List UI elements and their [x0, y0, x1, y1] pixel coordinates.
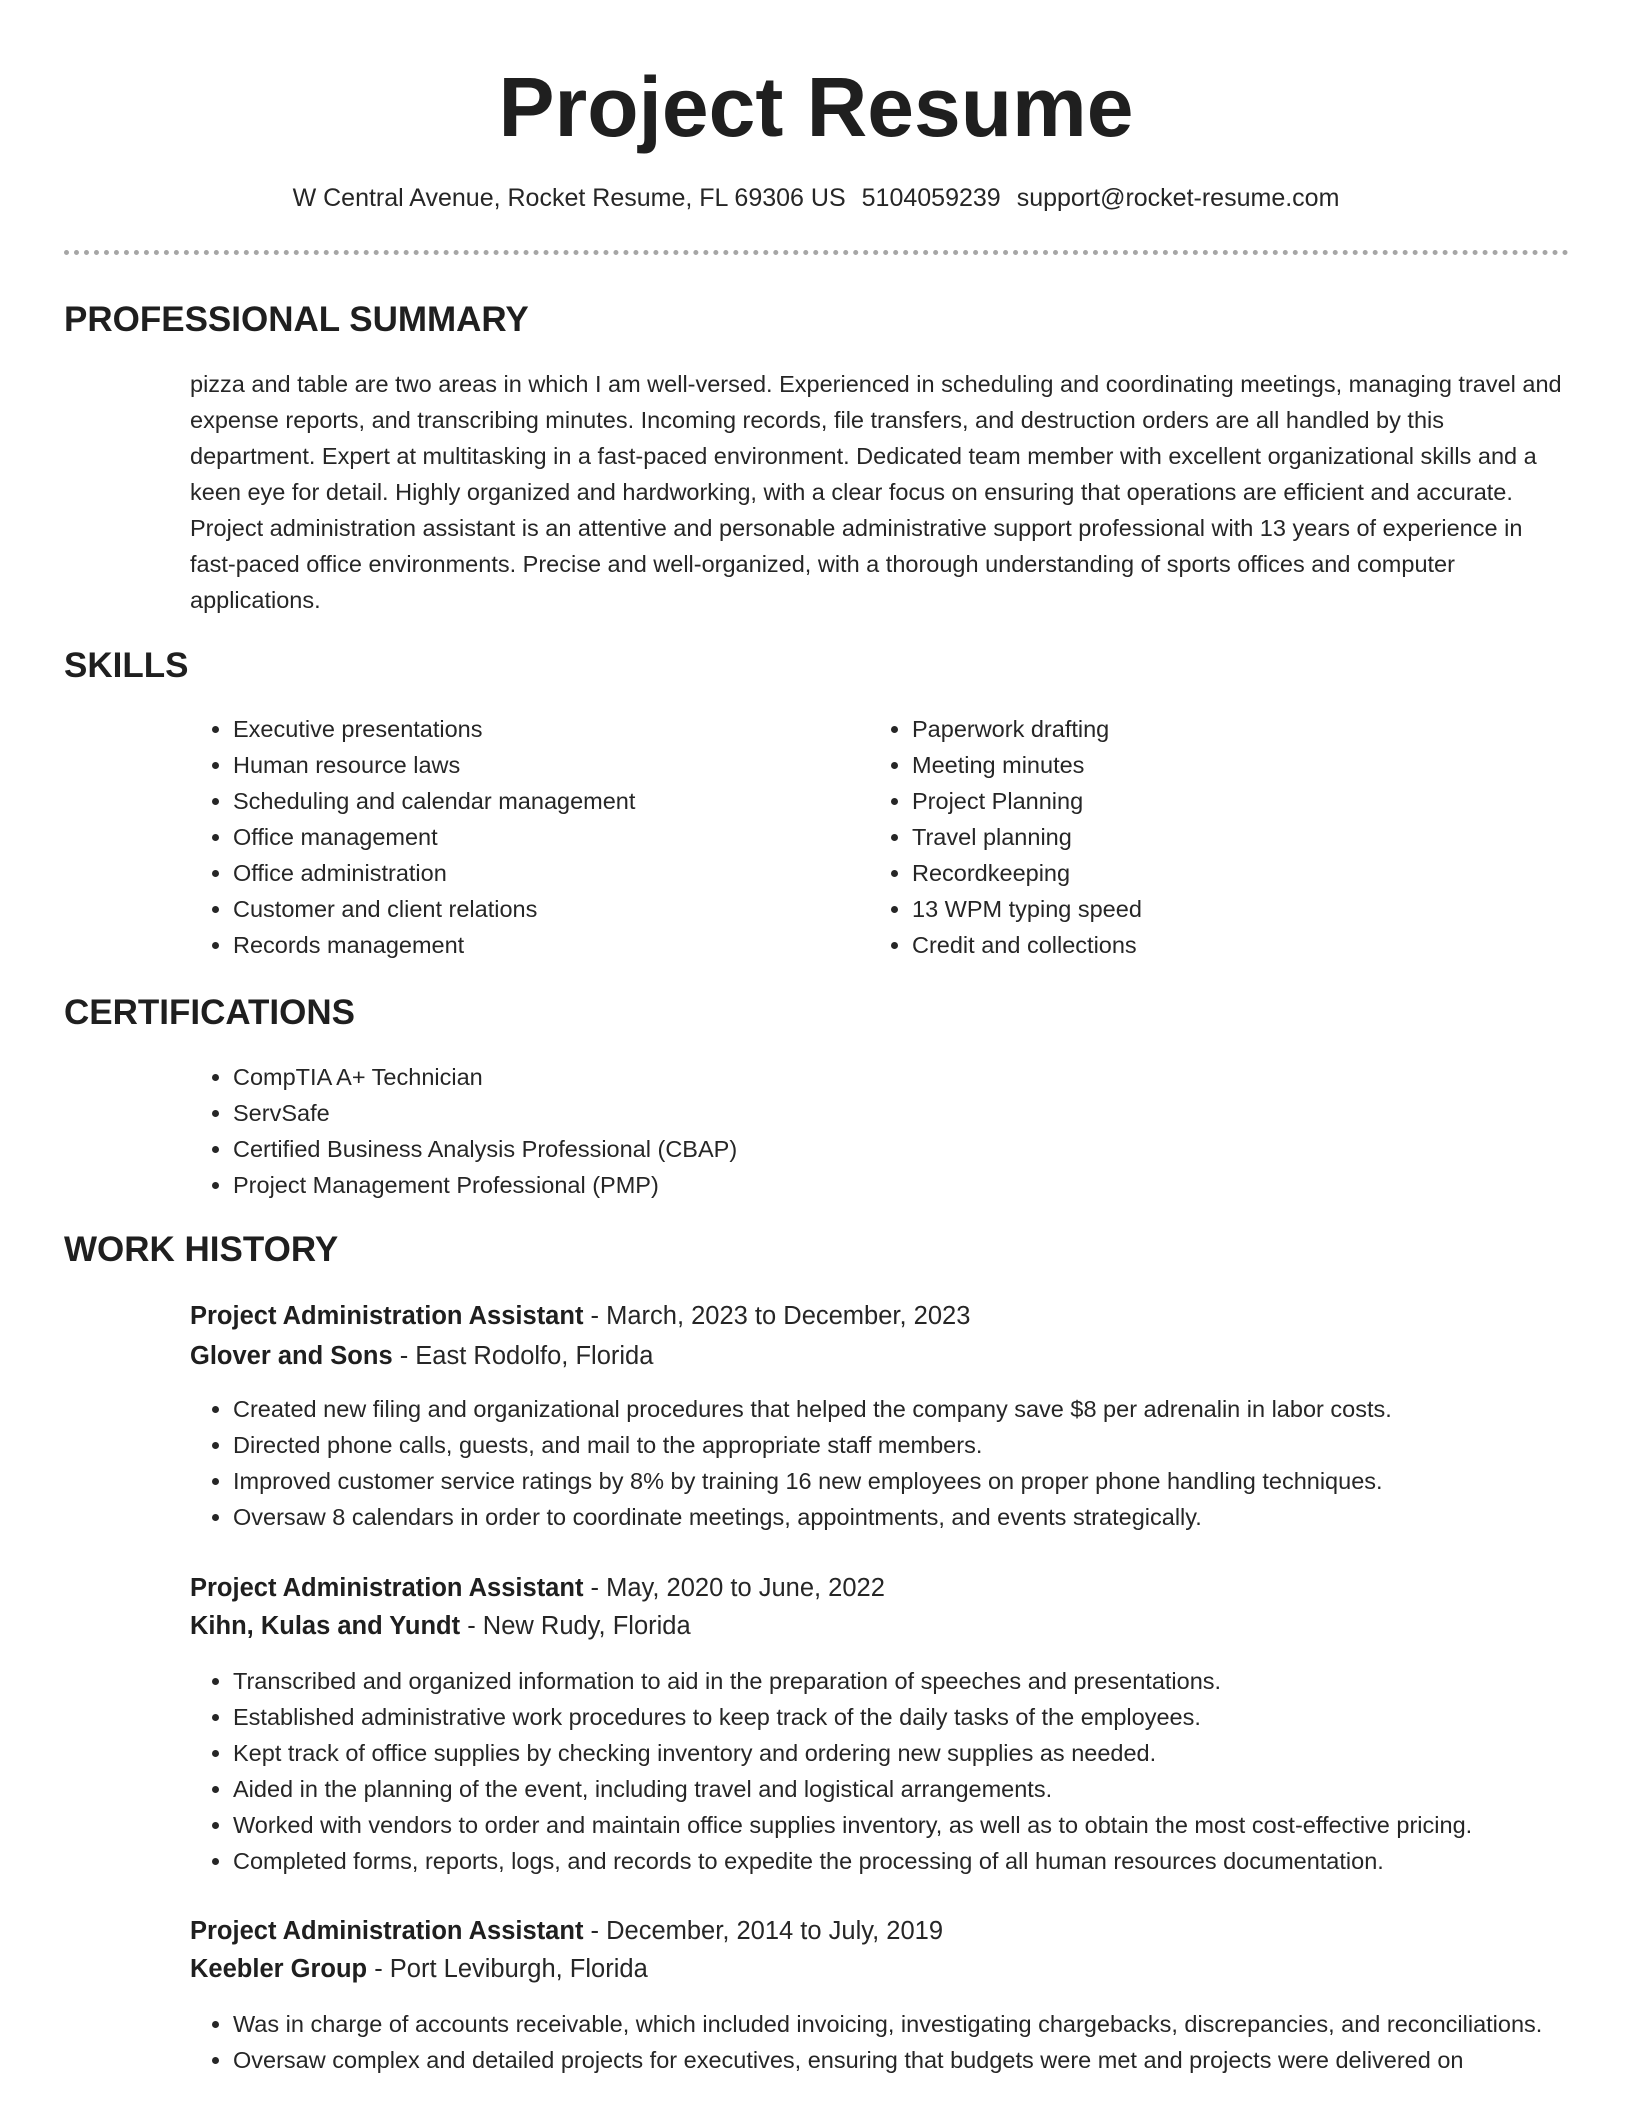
- job-company: Glover and Sons: [190, 1342, 393, 1370]
- job-bullet: • Established administrative work procedures to keep track of the daily tasks of the employees.: [233, 1699, 1632, 1735]
- certification-item: • Project Management Professional (PMP): [233, 1167, 1533, 1203]
- certifications-heading: CERTIFICATIONS: [64, 993, 356, 1032]
- certification-item: • Certified Business Analysis Professional (CBAP): [233, 1131, 1533, 1167]
- contact-email: support@rocket-resume.com: [1016, 184, 1340, 212]
- skill-item: • Credit and collections: [912, 927, 1512, 963]
- skill-item: • Office administration: [233, 855, 833, 891]
- job-role: Project Administration Assistant: [190, 1302, 584, 1330]
- skill-item: • 13 WPM typing speed: [912, 891, 1512, 927]
- skills-list-left: [189, 711, 833, 963]
- certification-item: • CompTIA A+ Technician: [233, 1059, 1533, 1095]
- header-divider: [64, 250, 1569, 255]
- job-bullet: • Oversaw complex and detailed projects for executives, ensuring that budgets were met and projects were delivered on: [233, 2042, 1573, 2078]
- summary-text: pizza and table are two areas in which I am well-versed. Experienced in scheduling and coordinating meetings, managing travel and expense reports, and transcribing minutes. Incoming records, file transfers, and destruction orders are all handled by this department. Expert at multitasking in a fast-paced environment. Dedicated team member with excellent organizational skills and a keen eye for detail. Highly organized and hardworking, with a clear focus on ensuring that operations are efficient and accurate. Project administration assistant is an attentive and personable administrative support professional with 13 years of experience in fast-paced office environments. Precise and well-organized, with a thorough understanding of sports offices and computer applications.: [190, 371, 1562, 613]
- skill-item: • Meeting minutes: [912, 747, 1512, 783]
- resume-name: Project Resume: [498, 60, 1134, 154]
- job-location: - East Rodolfo, Florida: [392, 1342, 654, 1370]
- skill-item: • Records management: [233, 927, 833, 963]
- job-bullets: [189, 2006, 1573, 2078]
- job-location: - New Rudy, Florida: [460, 1612, 691, 1640]
- job-dates: - May, 2020 to June, 2022: [583, 1574, 885, 1602]
- job-bullet: • Oversaw 8 calendars in order to coordinate meetings, appointments, and events strategically.: [233, 1499, 1613, 1535]
- skill-item: • Executive presentations: [233, 711, 833, 747]
- skills-list-right: [868, 711, 1512, 963]
- contact-address: W Central Avenue, Rocket Resume, FL 69306 US: [292, 184, 846, 212]
- job-company-line: [190, 1950, 648, 1988]
- certifications-list: [189, 1059, 1533, 1203]
- job-company: Keebler Group: [190, 1955, 368, 1983]
- job-bullet: • Kept track of office supplies by checking inventory and ordering new supplies as needed.: [233, 1735, 1632, 1771]
- job-title-line: [190, 1912, 943, 1950]
- job-dates: - March, 2023 to December, 2023: [583, 1302, 971, 1330]
- job-company-line: [190, 1337, 653, 1375]
- contact-phone: 5104059239: [861, 184, 1001, 212]
- job-bullet: • Directed phone calls, guests, and mail to the appropriate staff members.: [233, 1427, 1613, 1463]
- job-bullet: • Created new filing and organizational procedures that helped the company save $8 per adrenalin in labor costs.: [233, 1391, 1613, 1427]
- skills-heading: SKILLS: [64, 646, 189, 685]
- job-bullets: [189, 1391, 1613, 1535]
- job-role: Project Administration Assistant: [190, 1917, 584, 1945]
- job-bullets: [189, 1663, 1632, 1879]
- job-role: Project Administration Assistant: [190, 1574, 584, 1602]
- job-bullet: • Was in charge of accounts receivable, which included invoicing, investigating chargebacks, discrepancies, and reconciliations.: [233, 2006, 1573, 2042]
- job-company-line: [190, 1607, 691, 1645]
- skill-item: • Recordkeeping: [912, 855, 1512, 891]
- contact-line: [0, 180, 1632, 216]
- skill-item: • Travel planning: [912, 819, 1512, 855]
- skill-item: • Customer and client relations: [233, 891, 833, 927]
- skill-item: • Scheduling and calendar management: [233, 783, 833, 819]
- job-bullet: • Aided in the planning of the event, including travel and logistical arrangements.: [233, 1771, 1632, 1807]
- summary-heading: PROFESSIONAL SUMMARY: [64, 300, 529, 339]
- job-company: Kihn, Kulas and Yundt: [190, 1612, 461, 1640]
- job-title-line: [190, 1569, 885, 1607]
- work-history-heading: WORK HISTORY: [64, 1230, 339, 1269]
- job-bullet: • Improved customer service ratings by 8% by training 16 new employees on proper phone handling techniques.: [233, 1463, 1613, 1499]
- job-location: - Port Leviburgh, Florida: [367, 1955, 648, 1983]
- certification-item: • ServSafe: [233, 1095, 1533, 1131]
- job-bullet: • Completed forms, reports, logs, and records to expedite the processing of all human resources documentation.: [233, 1843, 1632, 1879]
- job-dates: - December, 2014 to July, 2019: [583, 1917, 944, 1945]
- job-bullet: • Worked with vendors to order and maintain office supplies inventory, as well as to obtain the most cost-effective pricing.: [233, 1807, 1632, 1843]
- skill-item: • Human resource laws: [233, 747, 833, 783]
- skill-item: • Paperwork drafting: [912, 711, 1512, 747]
- job-bullet: • Transcribed and organized information to aid in the preparation of speeches and presentations.: [233, 1663, 1632, 1699]
- job-title-line: [190, 1297, 970, 1335]
- skill-item: • Office management: [233, 819, 833, 855]
- skill-item: • Project Planning: [912, 783, 1512, 819]
